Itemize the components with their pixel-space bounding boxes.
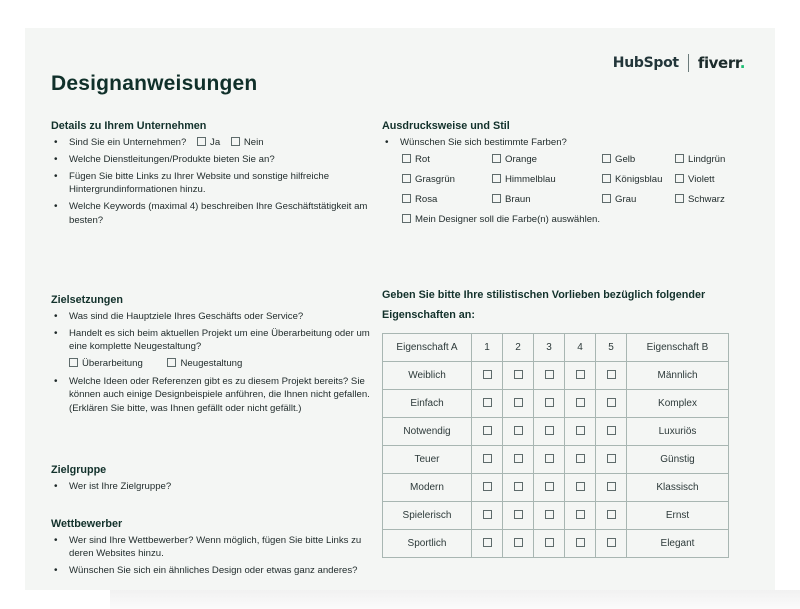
scale-checkbox[interactable]	[503, 502, 534, 530]
question-redesign: • Handelt es sich beim aktuellen Projekt um eine Überarbeitung oder um eine komplette Neugestaltung?	[51, 327, 381, 354]
header-property-b: Eigenschaft B	[627, 334, 729, 362]
header-scale: 3	[534, 334, 565, 362]
fiverr-logo: fiverr.	[697, 54, 745, 72]
property-a-label: Notwendig	[383, 418, 472, 446]
scale-checkbox[interactable]	[472, 362, 503, 390]
scale-checkbox[interactable]	[503, 446, 534, 474]
section-heading-competitors: Wettbewerber	[51, 518, 123, 530]
redesign-options	[51, 357, 381, 371]
scale-checkbox[interactable]	[534, 530, 565, 558]
scale-checkbox[interactable]	[565, 530, 596, 558]
scale-checkbox[interactable]	[565, 446, 596, 474]
checkbox-color[interactable]: Gelb	[602, 153, 635, 167]
checkbox-color[interactable]: Orange	[492, 153, 537, 167]
header-scale: 5	[596, 334, 627, 362]
question-main-goals: • Was sind die Hauptziele Ihres Geschäfts oder Service?	[51, 310, 381, 324]
section-heading-company: Details zu Ihrem Unternehmen	[51, 120, 207, 132]
section-company	[51, 120, 381, 231]
scale-checkbox[interactable]	[472, 530, 503, 558]
right-column	[382, 120, 747, 549]
scale-checkbox[interactable]	[472, 502, 503, 530]
header-property-a: Eigenschaft A	[383, 334, 472, 362]
checkbox-color[interactable]: Grau	[602, 193, 636, 207]
property-b-label: Komplex	[627, 390, 729, 418]
preferences-heading: Geben Sie bitte Ihre stilistischen Vorlieben bezüglich folgender Eigenschaften an:	[382, 289, 706, 321]
logo-divider	[688, 54, 689, 72]
scale-checkbox[interactable]	[596, 502, 627, 530]
scale-checkbox[interactable]	[503, 418, 534, 446]
scale-checkbox[interactable]	[565, 502, 596, 530]
scale-checkbox[interactable]	[472, 446, 503, 474]
scale-checkbox[interactable]	[503, 390, 534, 418]
scale-checkbox[interactable]	[596, 474, 627, 502]
checkbox-color[interactable]: Braun	[492, 193, 531, 207]
scale-checkbox[interactable]	[503, 474, 534, 502]
scale-checkbox[interactable]	[534, 390, 565, 418]
question-competitors: • Wer sind Ihre Wettbewerber? Wenn möglich, fügen Sie bitte Links zu deren Websites hinzu.	[51, 534, 381, 561]
scale-checkbox[interactable]	[472, 390, 503, 418]
page-shadow	[110, 590, 800, 609]
property-b-label: Klassisch	[627, 474, 729, 502]
checkbox-color[interactable]: Königsblau	[602, 173, 662, 187]
question-audience: • Wer ist Ihre Zielgruppe?	[51, 480, 381, 494]
scale-checkbox[interactable]	[534, 418, 565, 446]
property-a-label: Weiblich	[383, 362, 472, 390]
table-row	[383, 418, 729, 446]
table-row	[383, 390, 729, 418]
section-heading-goals: Zielsetzungen	[51, 294, 123, 306]
checkbox-color[interactable]: Lindgrün	[675, 153, 725, 167]
property-b-label: Günstig	[627, 446, 729, 474]
checkbox-nein[interactable]: Nein	[231, 137, 264, 148]
scale-checkbox[interactable]	[503, 530, 534, 558]
page-title: Designanweisungen	[51, 72, 258, 95]
checkbox-designer-choice[interactable]: Mein Designer soll die Farbe(n) auswählen.	[402, 213, 747, 233]
color-row	[402, 173, 747, 193]
property-a-label: Teuer	[383, 446, 472, 474]
scale-checkbox[interactable]	[596, 362, 627, 390]
question-links: • Fügen Sie bitte Links zu Ihrer Website und sonstige hilfreiche Hintergrundinformationen hinzu.	[51, 170, 381, 197]
scale-checkbox[interactable]	[565, 474, 596, 502]
table-row	[383, 362, 729, 390]
checkbox-ja[interactable]: Ja	[197, 137, 220, 148]
scale-checkbox[interactable]	[534, 474, 565, 502]
question-services: • Welche Dienstleitungen/Produkte bieten Sie an?	[51, 153, 381, 167]
property-a-label: Einfach	[383, 390, 472, 418]
scale-checkbox[interactable]	[534, 446, 565, 474]
section-competitors	[51, 518, 381, 581]
checkbox-neugestaltung[interactable]: Neugestaltung	[167, 358, 242, 369]
section-goals	[51, 294, 381, 419]
design-brief-sheet	[25, 28, 775, 590]
property-a-label: Sportlich	[383, 530, 472, 558]
table-row	[383, 474, 729, 502]
color-row	[402, 193, 747, 213]
hubspot-logo: HubSpot	[612, 55, 679, 71]
scale-checkbox[interactable]	[565, 362, 596, 390]
checkbox-ueberarbeitung[interactable]: Überarbeitung	[69, 358, 143, 369]
section-heading-style: Ausdrucksweise und Stil	[382, 120, 510, 132]
section-audience	[51, 464, 381, 497]
color-options	[382, 153, 747, 233]
question-similar-design: • Wünschen Sie sich ein ähnliches Design oder etwas ganz anderes?	[51, 564, 381, 578]
table-row	[383, 446, 729, 474]
scale-checkbox[interactable]	[596, 446, 627, 474]
property-a-label: Spielerisch	[383, 502, 472, 530]
question-is-company: • Sind Sie ein Unternehmen? Ja Nein	[51, 136, 381, 150]
scale-checkbox[interactable]	[565, 418, 596, 446]
property-b-label: Männlich	[627, 362, 729, 390]
scale-checkbox[interactable]	[596, 418, 627, 446]
scale-checkbox[interactable]	[596, 530, 627, 558]
checkbox-color[interactable]: Himmelblau	[492, 173, 556, 187]
property-b-label: Ernst	[627, 502, 729, 530]
checkbox-color[interactable]: Rot	[402, 153, 430, 167]
scale-checkbox[interactable]	[472, 474, 503, 502]
property-b-label: Elegant	[627, 530, 729, 558]
property-b-label: Luxuriös	[627, 418, 729, 446]
checkbox-color[interactable]: Violett	[675, 173, 715, 187]
style-preference-table	[382, 333, 729, 558]
scale-checkbox[interactable]	[565, 390, 596, 418]
checkbox-color[interactable]: Rosa	[402, 193, 437, 207]
table-header-row	[383, 334, 729, 362]
scale-checkbox[interactable]	[503, 362, 534, 390]
property-a-label: Modern	[383, 474, 472, 502]
brand-logos	[613, 54, 745, 72]
checkbox-color[interactable]: Grasgrün	[402, 173, 455, 187]
scale-checkbox[interactable]	[534, 362, 565, 390]
header-scale: 2	[503, 334, 534, 362]
header-scale: 1	[472, 334, 503, 362]
table-row	[383, 502, 729, 530]
section-heading-audience: Zielgruppe	[51, 464, 107, 476]
table-row	[383, 530, 729, 558]
header-scale: 4	[565, 334, 596, 362]
scale-checkbox[interactable]	[596, 390, 627, 418]
scale-checkbox[interactable]	[472, 418, 503, 446]
question-keywords: • Welche Keywords (maximal 4) beschreiben Ihre Geschäftstätigkeit am besten?	[51, 200, 381, 227]
question-colors: • Wünschen Sie sich bestimmte Farben?	[382, 136, 747, 150]
checkbox-color[interactable]: Schwarz	[675, 193, 725, 207]
color-row	[402, 153, 747, 173]
section-style	[382, 120, 747, 233]
scale-checkbox[interactable]	[534, 502, 565, 530]
question-references: • Welche Ideen oder Referenzen gibt es zu diesem Projekt bereits? Sie können auch einige Designbeispiele anführen, die Ihnen nicht gefallen. (Erklären Sie bitte, was Ihnen gefällt oder nicht gefällt.)	[51, 375, 381, 416]
